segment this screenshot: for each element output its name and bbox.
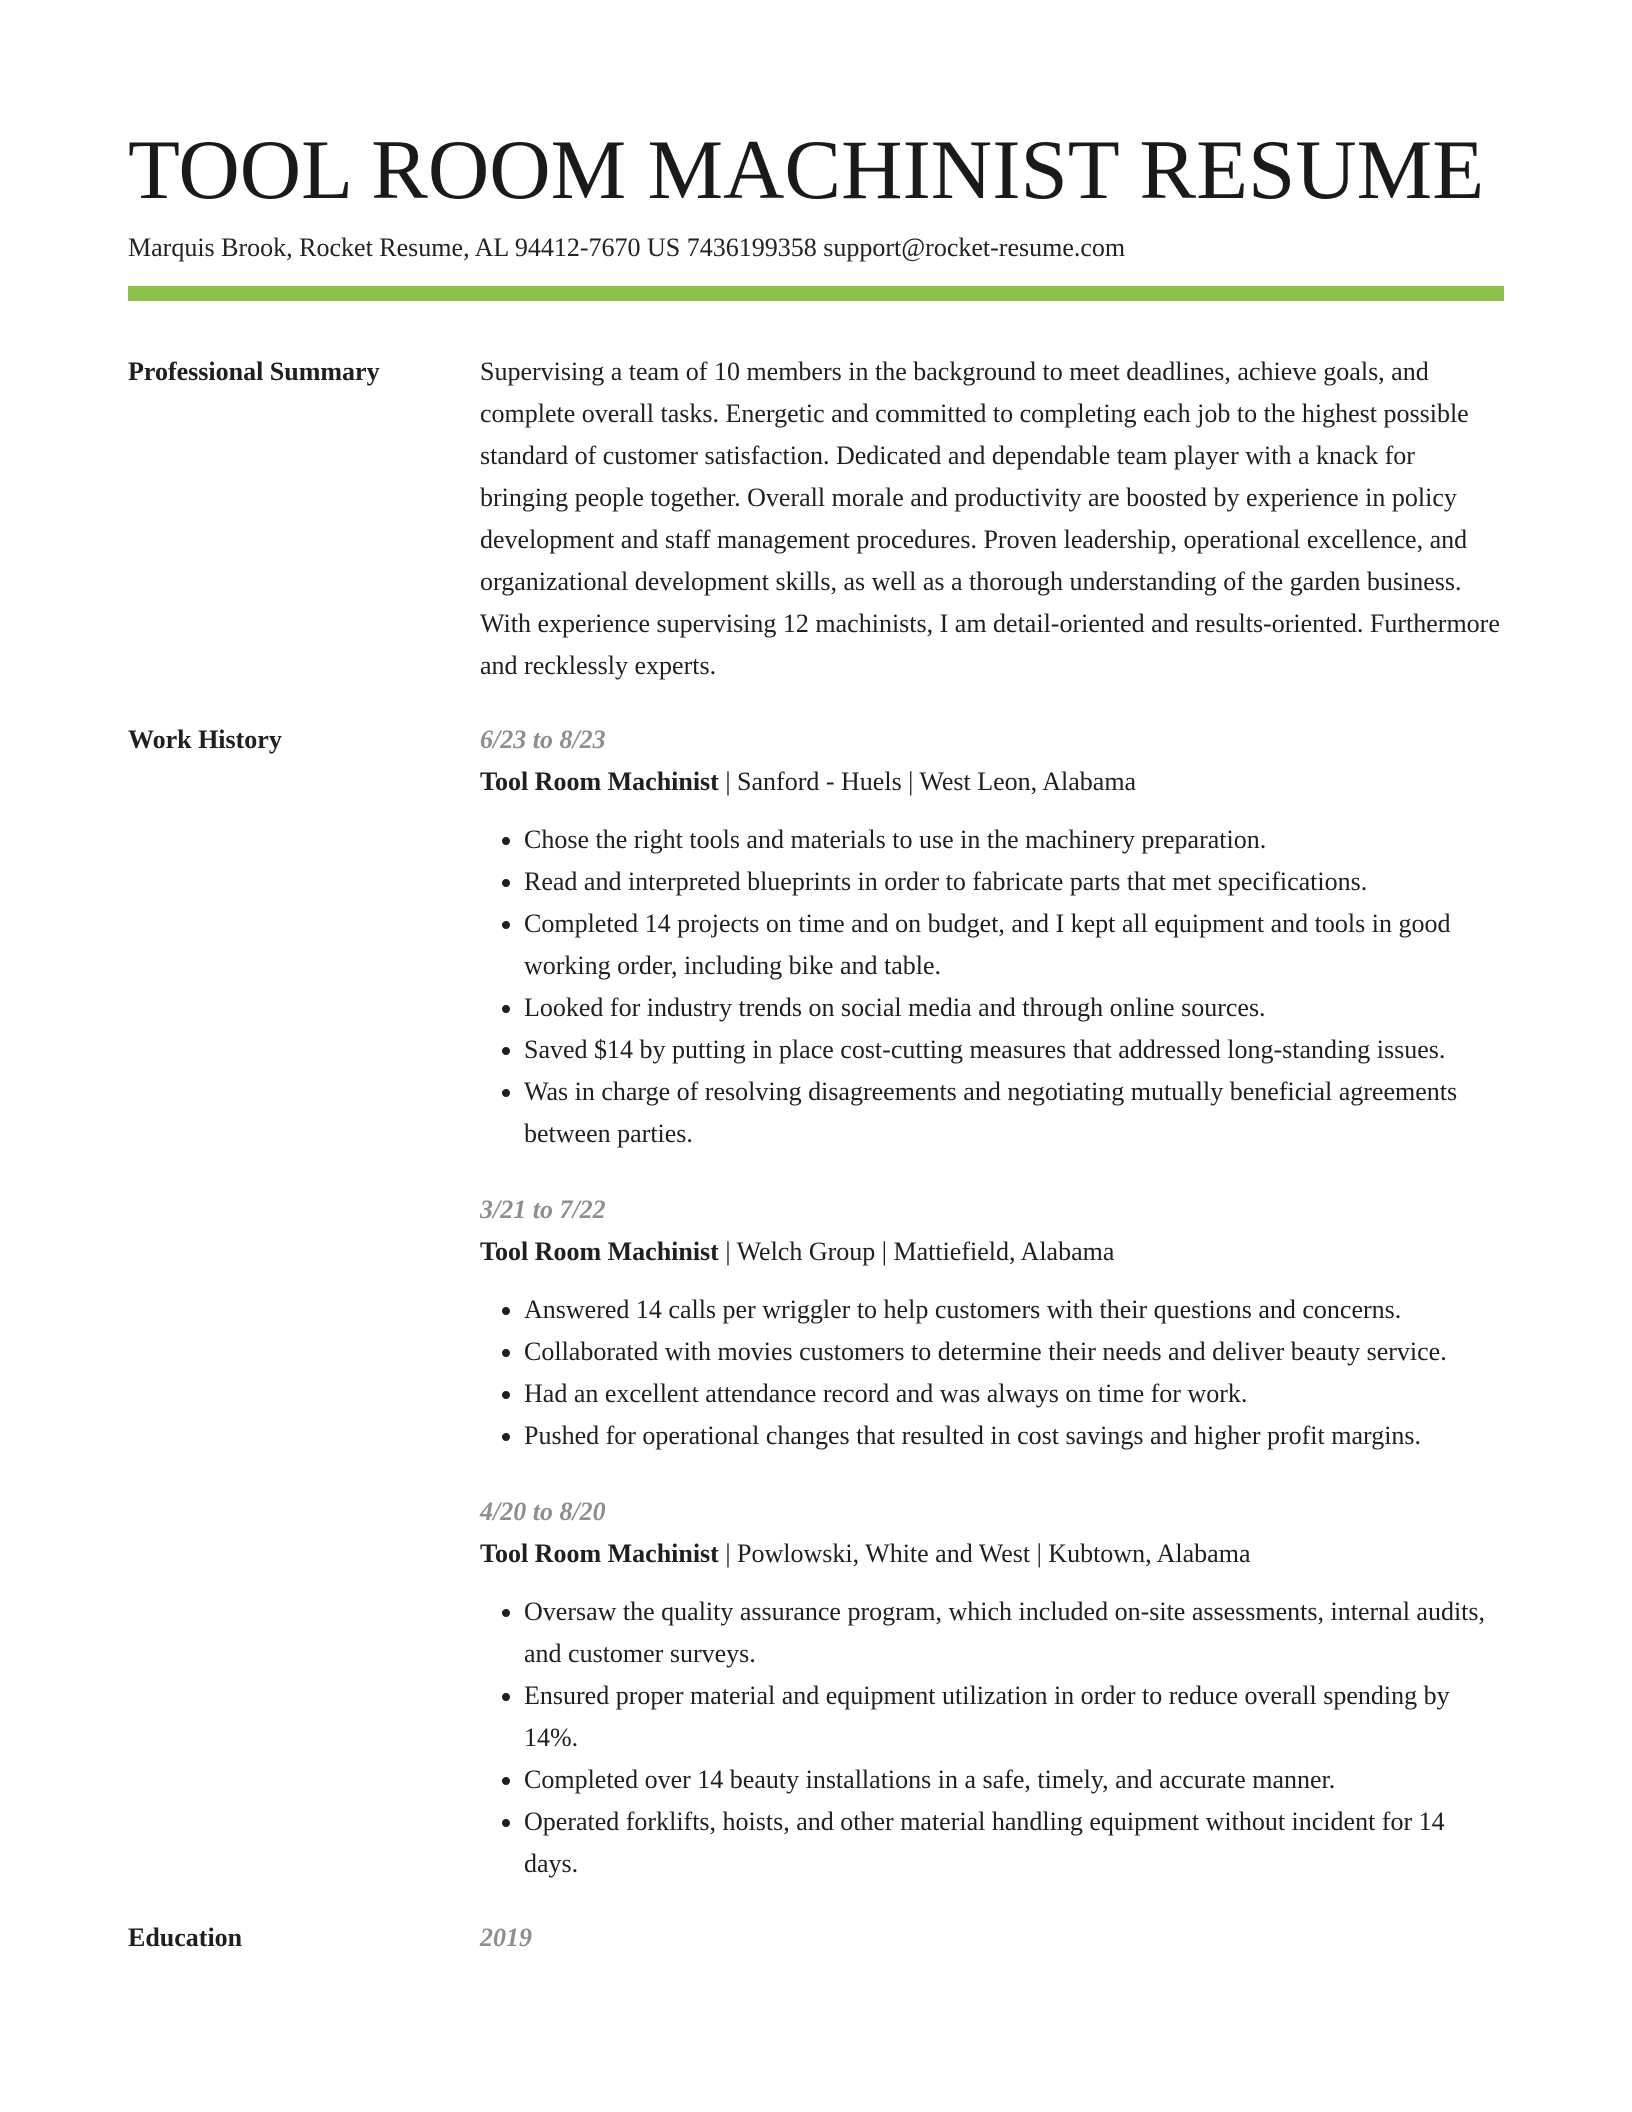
job-details: | Powlowski, White and West | Kubtown, Alabama — [718, 1539, 1251, 1568]
job-dates: 4/20 to 8/20 — [480, 1497, 606, 1526]
bullet-item: • Completed over 14 beauty installations in a safe, timely, and accurate manner. — [524, 1759, 1504, 1801]
bullet-item: • Was in charge of resolving disagreements and negotiating mutually beneficial agreements between parties. — [524, 1071, 1504, 1155]
job-entry — [480, 1189, 1504, 1457]
bullet-item: • Ensured proper material and equipment utilization in order to reduce overall spending by 14%. — [524, 1675, 1504, 1759]
bullet-item: • Collaborated with movies customers to determine their needs and deliver beauty service. — [524, 1331, 1504, 1373]
bullet-item: • Chose the right tools and materials to use in the machinery preparation. — [524, 819, 1504, 861]
section-label: Professional Summary — [128, 357, 380, 386]
bullet-item: • Pushed for operational changes that resulted in cost savings and higher profit margins. — [524, 1415, 1504, 1457]
professional-summary-section — [128, 351, 1504, 687]
bullet-item: • Looked for industry trends on social media and through online sources. — [524, 987, 1504, 1029]
bullet-item: • Answered 14 calls per wriggler to help customers with their questions and concerns. — [524, 1289, 1504, 1331]
bullet-item: • Read and interpreted blueprints in order to fabricate parts that met specifications. — [524, 861, 1504, 903]
job-dates: 3/21 to 7/22 — [480, 1195, 606, 1224]
job-dates: 6/23 to 8/23 — [480, 725, 606, 754]
bullet-item: • Oversaw the quality assurance program, which included on-site assessments, internal audits, and customer surveys. — [524, 1591, 1504, 1675]
bullet-item: • Saved $14 by putting in place cost-cutting measures that addressed long-standing issues. — [524, 1029, 1504, 1071]
job-heading — [480, 761, 1504, 803]
section-body — [480, 351, 1504, 687]
contact-line: Marquis Brook, Rocket Resume, AL 94412-7670 US 7436199358 support@rocket-resume.com — [128, 233, 1126, 262]
resume-page — [128, 0, 1504, 1959]
job-entry — [480, 1491, 1504, 1885]
bullet-item: • Had an excellent attendance record and was always on time for work. — [524, 1373, 1504, 1415]
bullet-item: • Operated forklifts, hoists, and other material handling equipment without incident for 14 days. — [524, 1801, 1504, 1885]
job-details: | Sanford - Huels | West Leon, Alabama — [718, 767, 1137, 796]
job-bullets — [480, 819, 1504, 1155]
job-heading — [480, 1231, 1504, 1273]
job-title: Tool Room Machinist — [480, 1237, 719, 1266]
section-label: Work History — [128, 725, 282, 754]
bullet-item: • Completed 14 projects on time and on budget, and I kept all equipment and tools in good working order, including bike and table. — [524, 903, 1504, 987]
section-body — [480, 1917, 1504, 1959]
job-bullets — [480, 1591, 1504, 1885]
job-heading — [480, 1533, 1504, 1575]
summary-text: Supervising a team of 10 members in the background to meet deadlines, achieve goals, and complete overall tasks. Energetic and committed to completing each job to the highest possible standard of customer satisfaction. Dedicated and dependable team player with a knack for bringing people together. Overall morale and productivity are boosted by experience in policy development and staff management procedures. Proven leadership, operational excellence, and organizational development skills, as well as a thorough understanding of the garden business. With experience supervising 12 machinists, I am detail-oriented and results-oriented. Furthermore and recklessly experts. — [480, 357, 1500, 680]
education-section — [128, 1917, 1504, 1959]
resume-title: TOOL ROOM MACHINIST RESUME — [128, 123, 1485, 217]
education-year: 2019 — [480, 1923, 532, 1952]
section-label: Education — [128, 1923, 243, 1952]
section-body — [480, 719, 1504, 1885]
job-title: Tool Room Machinist — [480, 767, 719, 796]
accent-divider — [128, 286, 1504, 301]
work-history-section — [128, 719, 1504, 1885]
job-entry — [480, 719, 1504, 1155]
job-title: Tool Room Machinist — [480, 1539, 719, 1568]
job-bullets — [480, 1289, 1504, 1457]
job-details: | Welch Group | Mattiefield, Alabama — [718, 1237, 1115, 1266]
